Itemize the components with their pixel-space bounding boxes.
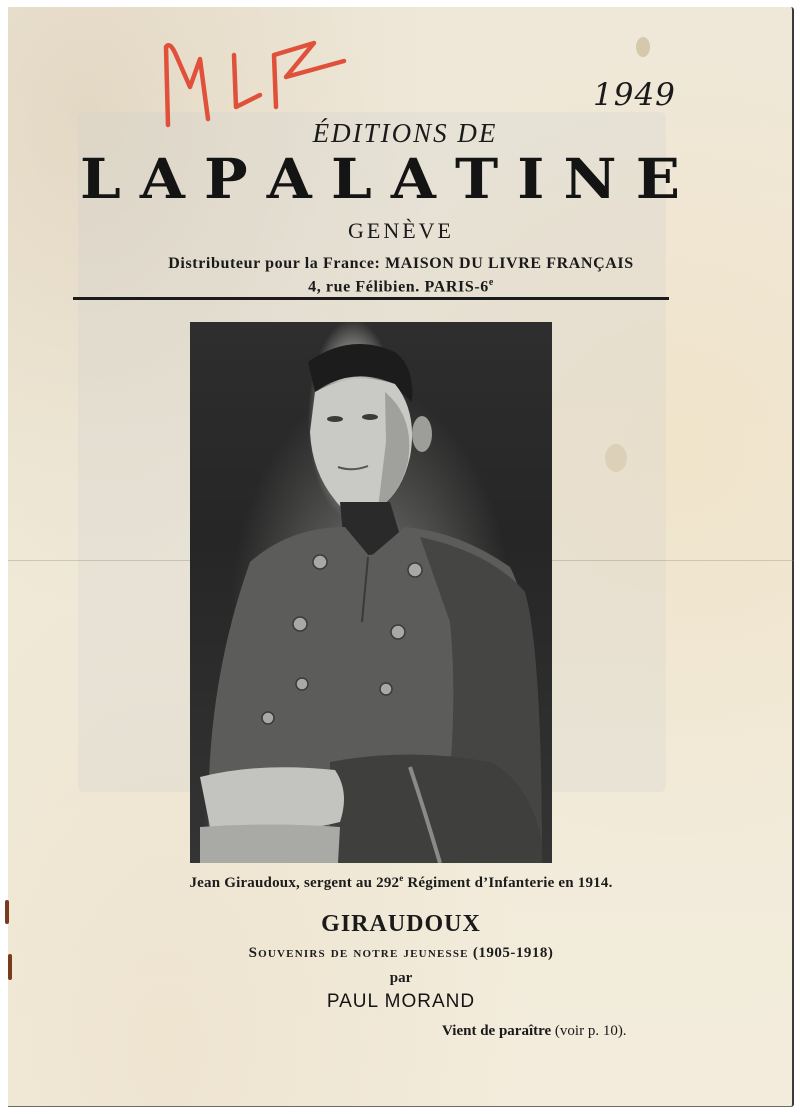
publisher-letter: L (80, 146, 121, 212)
publisher-letter: P (204, 146, 248, 212)
subtitle-dates: (1905-1918) (468, 945, 554, 961)
publisher-letter: L (330, 146, 372, 212)
photo-caption (8, 873, 794, 892)
paper-stain (605, 444, 627, 472)
availability-note (442, 1023, 627, 1040)
brochure-page (8, 7, 794, 1107)
book-subtitle (8, 945, 794, 962)
caption-text-end: Régiment d’Infanterie en 1914. (403, 875, 613, 891)
publisher-prefix: ÉDITIONS DE (312, 118, 498, 148)
address-text: 4, rue Félibien. PARIS-6 (308, 278, 489, 296)
publisher-letter: A (266, 146, 312, 212)
availability-status: Vient de paraître (442, 1023, 552, 1039)
by-label: par (389, 970, 413, 986)
publisher-letter: E (635, 146, 680, 212)
book-title: GIRAUDOUX (321, 911, 481, 937)
publisher-name (80, 146, 680, 212)
availability-reference: (voir p. 10). (551, 1023, 627, 1039)
portrait-image-icon (190, 322, 552, 863)
portrait-photo (190, 322, 552, 863)
publisher-letter: A (390, 146, 436, 212)
subtitle-text: Souvenirs de notre jeunesse (248, 945, 469, 961)
distributor-line: Distributeur pour la France: MAISON DU LIVRE FRANÇAIS (168, 255, 634, 272)
book-author: PAUL MORAND (326, 991, 476, 1012)
publication-year: 1949 (593, 77, 676, 113)
caption-text: Jean Giraudoux, sergent au 292 (189, 875, 400, 891)
paper-stain (636, 37, 650, 57)
header-divider (73, 297, 669, 300)
distributor-address (8, 277, 794, 296)
publisher-letter: T (454, 146, 499, 212)
publisher-city: GENÈVE (348, 218, 454, 243)
publisher-letter: N (563, 146, 617, 212)
address-superscript: e (488, 277, 494, 288)
caption-superscript: e (399, 873, 404, 883)
publisher-letter: I (517, 146, 545, 212)
publisher-letter: A (139, 146, 185, 212)
